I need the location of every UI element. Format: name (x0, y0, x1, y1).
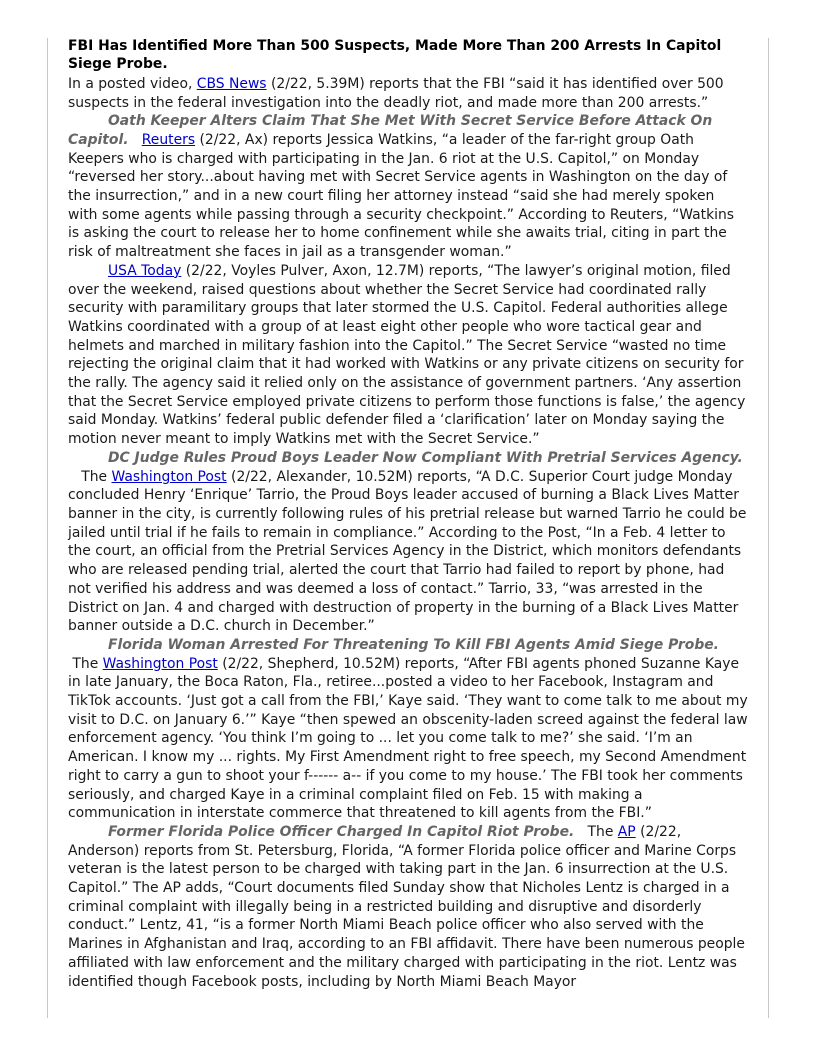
paragraph-florida-woman (68, 636, 748, 823)
paragraph-oath-keeper (68, 112, 748, 262)
source-link-cbs-news[interactable]: CBS News (196, 75, 267, 92)
paragraph-text: (2/22, Shepherd, 10.52M) reports, “After FBI agents phoned Suzanne Kaye in late January, the Boca Raton, Fla., retiree...posted a video to her Facebook, Instagram and TikTok accounts. ‘Just got a call from the FBI,’ Kaye said. ‘They want to come talk to me about my visit to D.C. on January 6.’” Kaye “then spewed an obscenity-laden screed against the federal law enforcement agency. ‘You think I’m going to ... let you come talk to me?’ she said. ‘I’m an American. I know my ... rights. My First Amendment right to free speech, my Second Amendment right to carry a gun to shoot your f------ a-- if you come to my house.’ The FBI took her comments seriously, and charged Kaye in a criminal complaint filed on Feb. 15 with making a communication in interstate commerce that threatened to kill agents from the FBI.” (68, 655, 748, 822)
paragraph-lead: The (68, 468, 112, 485)
paragraph-usa-today (68, 262, 748, 449)
source-link-washington-post[interactable]: Washington Post (111, 468, 227, 485)
paragraph-text: (2/22, 5.39M) reports that the FBI “said it has identified over 500 suspects in the federal investigation into the deadly riot, and made more than 200 arrests.” (68, 75, 724, 111)
paragraph-lead: The (574, 823, 618, 840)
subheading-florida-officer: Former Florida Police Officer Charged In Capitol Riot Probe. (108, 823, 575, 840)
source-link-washington-post[interactable]: Washington Post (102, 655, 218, 672)
article-headline: FBI Has Identified More Than 500 Suspects, Made More Than 200 Arrests In Capitol Siege Probe. (68, 38, 722, 73)
subheading-florida-woman: Florida Woman Arrested For Threatening To Kill FBI Agents Amid Siege Probe. (108, 636, 719, 653)
paragraph-proud-boys (68, 449, 748, 636)
paragraph-text: (2/22, Anderson) reports from St. Petersburg, Florida, “A former Florida police officer and Marine Corps veteran is the latest person to be charged with taking part in the Jan. 6 insurrection at the U.S. Capitol.” The AP adds, “Court documents filed Sunday show that Nicholes Lentz is charged in a criminal complaint with illegally being in a restricted building and disruptive and disorderly conduct.” Lentz, 41, “is a former North Miami Beach police officer who also served with the Marines in Afghanistan and Iraq, according to an FBI affidavit. There have been numerous people affiliated with law enforcement and the military charged with participating in the riot. Lentz was identified though Facebook posts, including by North Miami Beach Mayor (68, 823, 745, 990)
paragraph-text: (2/22, Voyles Pulver, Axon, 12.7M) reports, “The lawyer’s original motion, filed over the weekend, raised questions about whether the Secret Service had coordinated rally security with paramilitary groups that later stormed the U.S. Capitol. Federal authorities allege Watkins coordinated with a group of at least eight other people who wore tactical gear and helmets and marched in military fashion into the Capitol.” The Secret Service “wasted no time rejecting the original claim that it had worked with Watkins or any private citizens on security for the rally. The agency said it relied only on the assistance of government partners. ‘Any assertion that the Secret Service employed private citizens to perform those functions is false,’ the agency said Monday. Watkins’ federal public defender filed a ‘clarification’ later on Monday saying the motion never meant to imply Watkins met with the Secret Service.” (68, 262, 746, 448)
paragraph-florida-officer (68, 823, 748, 991)
right-margin-rule (768, 38, 769, 1018)
article-body (68, 37, 748, 991)
source-link-usa-today[interactable]: USA Today (108, 262, 182, 279)
paragraph-cbs (68, 75, 748, 112)
source-link-reuters[interactable]: Reuters (141, 131, 196, 148)
paragraph-text: (2/22, Ax) reports Jessica Watkins, “a leader of the far-right group Oath Keepers who is charged with participating in the Jan. 6 riot at the U.S. Capitol,” on Monday “reversed her story...about having met with Secret Service agents in Washington on the day of the insurrection,” and in a new court filing her attorney instead “said she had merely spoken with some agents while passing through a security checkpoint.” According to Reuters, “Watkins is asking the court to release her to home confinement while she awaits trial, citing in part the risk of maltreatment she faces in jail as a transgender woman.” (68, 131, 735, 261)
paragraph-lead: In a posted video, (68, 75, 197, 92)
paragraph-lead: The (68, 655, 103, 672)
source-link-ap[interactable]: AP (617, 823, 636, 840)
spacer (129, 132, 142, 148)
paragraph-text: (2/22, Alexander, 10.52M) reports, “A D.C. Superior Court judge Monday concluded Henry ‘Enrique’ Tarrio, the Proud Boys leader accused of burning a Black Lives Matter banner in the city, is currently following rules of his pretrial release but warned Tarrio he could be jailed until trial if he fails to remain in compliance.” According to the Post, “In a Feb. 4 letter to the court, an official from the Pretrial Services Agency in the District, which monitors defendants who are released pending trial, alerted the court that Tarrio had failed to report by phone, had not verified his address and was deemed a loss of contact.” Tarrio, 33, “was arrested in the District on Jan. 4 and charged with destruction of property in the burning of a Black Lives Matter banner outside a D.C. church in December.” (68, 468, 747, 635)
subheading-proud-boys: DC Judge Rules Proud Boys Leader Now Compliant With Pretrial Services Agency. (108, 449, 743, 466)
left-margin-rule (47, 38, 48, 1018)
subheading-oath-keeper: Oath Keeper Alters Claim That She Met With Secret Service Before Attack On Capitol. (68, 113, 713, 148)
